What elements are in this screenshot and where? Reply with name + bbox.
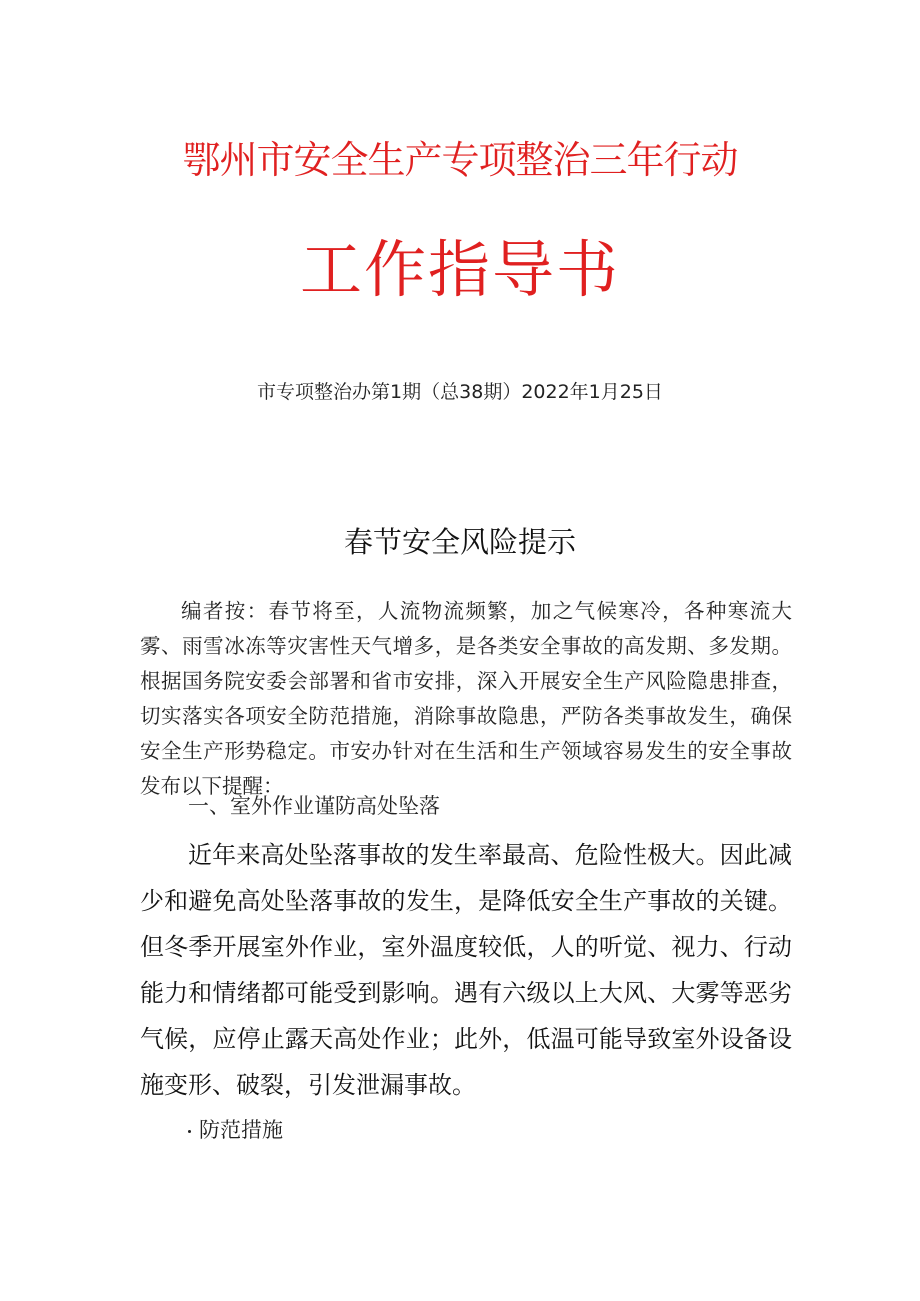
prevention-measures-label: 防范措施 xyxy=(199,1118,283,1142)
editor-note-paragraph: 编者按：春节将至，人流物流频繁，加之气候寒冷，各种寒流大雾、雨雪冰冻等灾害性天气增多，是各类安全事故的高发期、多发期。根据国务院安委会部署和省市安排，深入开展安全生产风险隐患排查，切实落实各项安全防范措施，消除事故隐患，严防各类事故发生，确保安全生产形势稳定。市安办针对在生活和生产领域容易发生的安全事故发布以下提醒： xyxy=(140,599,792,798)
article-title: 春节安全风险提示 xyxy=(343,525,576,559)
section-1-body: 近年来高处坠落事故的发生率最高、危险性极大。因此减少和避免高处坠落事故的发生，是降低安全生产事故的关键。但冬季开展室外作业，室外温度较低，人的听觉、视力、行动能力和情绪都可能受到影响。遇有六级以上大风、大雾等恶劣气候，应停止露天高处作业；此外，低温可能导致室外设备设施变形、破裂，引发泄漏事故。 xyxy=(140,841,792,1099)
document-title-line-2: 工作指导书 xyxy=(299,233,620,306)
document-title-line-1: 鄂州市安全生产专项整治三年行动 xyxy=(182,138,738,182)
bullet-dot-icon xyxy=(188,1130,191,1133)
prevention-measures-heading xyxy=(188,1112,283,1148)
issue-info: 市专项整治办第1期（总38期）2022年1月25日 xyxy=(257,381,663,403)
section-1-heading: 一、室外作业谨防高处坠落 xyxy=(188,794,440,818)
